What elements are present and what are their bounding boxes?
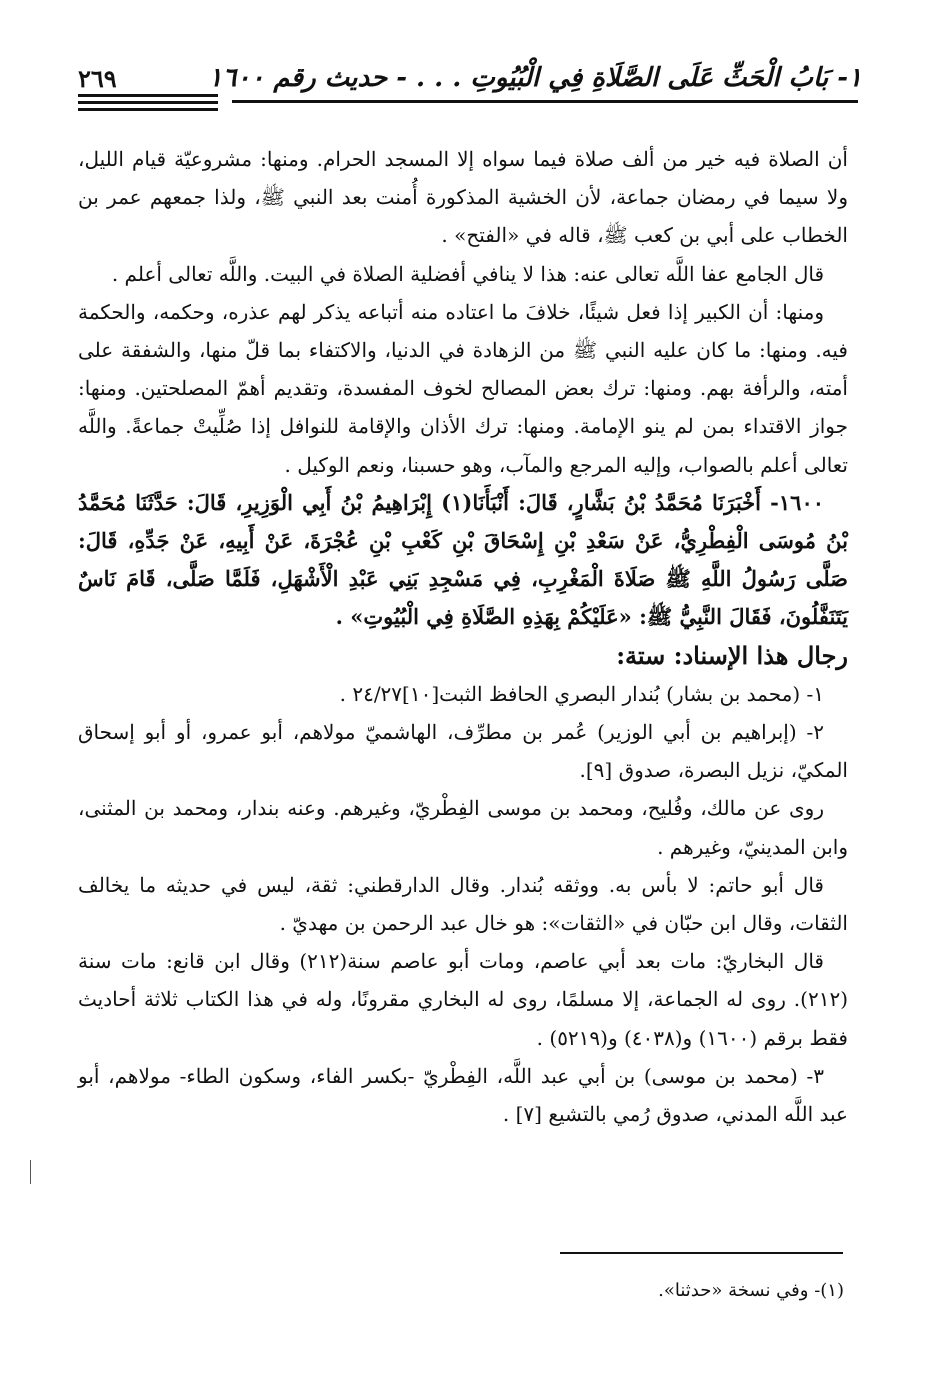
narrator-2-grading: قال أبو حاتم: لا بأس به. ووثقه بُندار. وقال الدارقطني: ثقة، ليس في حديثه ما يخالف الثقات، وقال ابن حبّان في «الثقات»: هو خال عبد الرحمن بن مهديّ . (78, 872, 848, 936)
margin-mark (30, 1160, 31, 1184)
running-header (70, 58, 862, 98)
paragraph-compiler-note: قال الجامع عفا اللَّه تعالى عنه: هذا لا ينافي أفضلية الصلاة في البيت. واللَّه تعالى أعلم . (111, 261, 824, 286)
page-number-rules (78, 94, 218, 115)
paragraph-benefits: ومنها: أن الكبير إذا فعل شيئًا، خلافَ ما اعتاده منه أتباعه يذكر لهم عذره، وحكمه، والحكمة فيه. ومنها: ما كان عليه النبي ﷺ من الزهادة في الدنيا، والاكتفاء بما قلّ منها، والشفقة على أمته، والرأفة بهم. ومنها: ترك بعض المصالح لخوف المفسدة، وتقديم أهمّ المصلحتين. ومنها: جواز الاقتداء بمن لم ينو الإمامة. ومنها: ترك الأذان والإقامة للنوافل إذا صُلِّيتْ جماعةً. واللَّه تعالى أعلم بالصواب، وإليه المرجع والمآب، وهو حسبنا، ونعم الوكيل . (78, 299, 848, 477)
header-rule (232, 100, 858, 103)
narrator-2-death: قال البخاريّ: مات بعد أبي عاصم، ومات أبو عاصم سنة(٢١٢) وقال ابن قانع: مات سنة (٢١٢). روى له الجماعة، إلا مسلمًا، روى له البخاري مقرونًا، وله في هذا الكتاب ثلاثة أحاديث فقط برقم (١٦٠٠) و(٤٠٣٨) و(٥٢١٩) . (78, 949, 848, 1050)
narrator-2-teachers: روى عن مالك، وفُليح، ومحمد بن موسى الفِطْريّ، وغيرهم. وعنه بندار، ومحمد بن المثنى، وابن المدينيّ، وغيرهم . (78, 796, 848, 859)
footnote: (١)- وفي نسخة «حدثنا». (658, 1280, 844, 1301)
narrator-2: ٢- (إبراهيم بن أبي الوزير) عُمر بن مطرِّف، الهاشميّ مولاهم، أبو عمرو، أو أبو إسحاق المكيّ، نزيل البصرة، صدوق [٩]. (78, 720, 848, 783)
narrator-3: ٣- (محمد بن موسى) بن أبي عبد اللَّه، الفِطْريّ -بكسر الفاء، وسكون الطاء- مولاهم، أبو عبد اللَّه المدني، صدوق رُمي بالتشيع [٧] . (78, 1063, 848, 1127)
chapter-title: ١- بَابُ الْحَثِّ عَلَى الصَّلَاةِ فِي الْبُيُوتِ . . . - حديث رقم ١٦٠٠ (208, 63, 862, 93)
footnote-rule (560, 1252, 843, 1254)
page-number: ٢٦٩ (78, 63, 117, 93)
narrator-1: ١- (محمد بن بشار) بُندار البصري الحافظ الثبت[١٠]٢٤/٢٧ . (339, 681, 824, 706)
hadith-1600: ١٦٠٠- أَخْبَرَنَا مُحَمَّدُ بْنُ بَشَّارٍ، قَالَ: أَنْبَأَنَا(١) إِبْرَاهِيمُ بْنُ أَبِي الْوَزِيرِ، قَالَ: حَدَّثَنَا مُحَمَّدُ بْنُ مُوسَى الْفِطْرِيُّ، عَنْ سَعْدِ بْنِ إِسْحَاقَ بْنِ كَعْبِ بْنِ عُجْرَةَ، عَنْ أَبِيهِ، عَنْ جَدِّهِ، قَالَ: صَلَّى رَسُولُ اللَّهِ ﷺ صَلَاةَ الْمَغْرِبِ، فِي مَسْجِدِ بَنِي عَبْدِ الْأَشْهَلِ، فَلَمَّا صَلَّى، قَامَ نَاسٌ يَتَنَفَّلُونَ، فَقَالَ النَّبِيُّ ﷺ: «عَلَيْكُمْ بِهَذِهِ الصَّلَاةِ فِي الْبُيُوتِ» . (78, 489, 848, 630)
paragraph-fath: أن الصلاة فيه خير من ألف صلاة فيما سواه إلا المسجد الحرام. ومنها: مشروعيّة قيام الليل، ولا سيما في رمضان جماعة، لأن الخشية المذكورة أُمنت بعد النبي ﷺ، ولذا جمعهم عمر بن الخطاب على أبي بن كعب ﷺ، قاله في «الفتح» . (78, 147, 848, 248)
page-body (78, 140, 848, 1133)
section-heading-narrators: رجال هذا الإسناد: ستة: (616, 640, 848, 670)
